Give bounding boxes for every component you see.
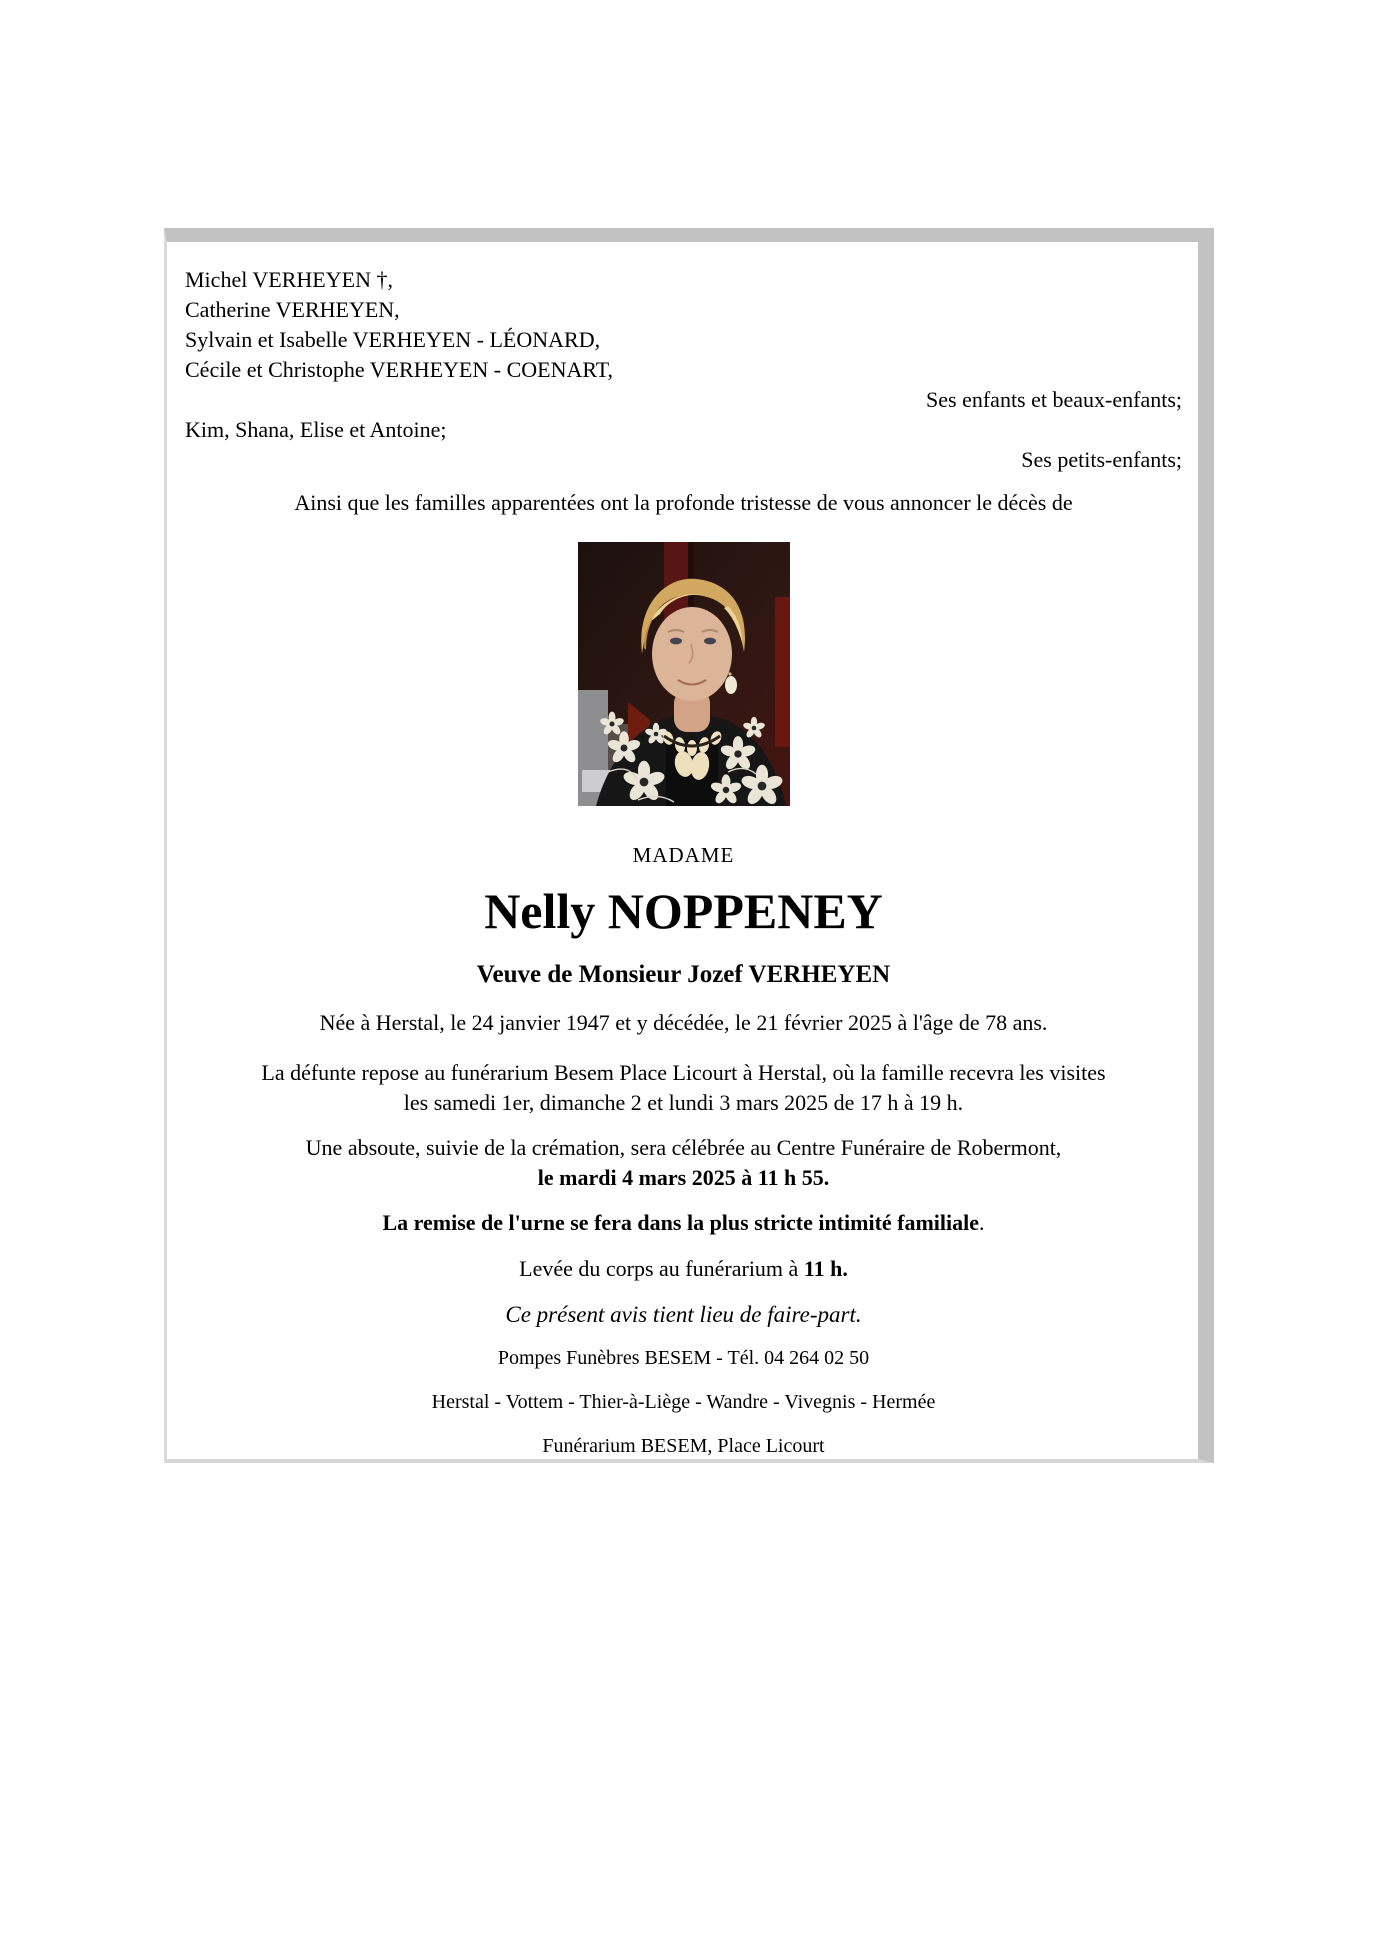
announcement-line: Ainsi que les familles apparentées ont la profonde tristesse de vous annoncer le décès de	[294, 490, 1073, 515]
portrait-photo-illustration	[578, 542, 790, 806]
family-line: Catherine VERHEYEN,	[185, 297, 400, 322]
urn-text: La remise de l'urne se fera dans la plus stricte intimité familiale	[382, 1210, 980, 1235]
notice-line: Ce présent avis tient lieu de faire-part.	[505, 1302, 862, 1327]
locations-line: Herstal - Vottem - Thier-à-Liège - Wandre - Vivegnis - Hermée	[431, 1391, 936, 1413]
widow-line: Veuve de Monsieur Jozef VERHEYEN	[476, 961, 891, 988]
photo-container	[185, 542, 1182, 806]
children-label: Ses enfants et beaux-enfants;	[926, 387, 1182, 412]
obituary-card	[164, 228, 1214, 1463]
visits-line2: les samedi 1er, dimanche 2 et lundi 3 mars 2025 de 17 h à 19 h.	[403, 1090, 964, 1115]
visits-paragraph	[185, 1058, 1182, 1118]
levee-paragraph	[185, 1254, 1182, 1284]
grandchildren-label: Ses petits-enfants;	[1021, 447, 1182, 472]
deceased-name: Nelly NOPPENEY	[484, 883, 883, 939]
urn-paragraph	[185, 1208, 1182, 1238]
levee-prefix: Levée du corps au funérarium à	[519, 1256, 804, 1281]
family-line: Sylvain et Isabelle VERHEYEN - LÉONARD,	[185, 327, 601, 352]
funerarium-line: Funérarium BESEM, Place Licourt	[542, 1435, 825, 1457]
family-line: Cécile et Christophe VERHEYEN - COENART,	[185, 357, 614, 382]
levee-time: 11 h.	[803, 1256, 848, 1281]
visits-line1: La défunte repose au funérarium Besem Place Licourt à Herstal, où la famille recevra les visites	[261, 1060, 1106, 1085]
urn-period: .	[979, 1210, 985, 1235]
grandchildren-names: Kim, Shana, Elise et Antoine;	[185, 417, 447, 442]
ceremony-line1: Une absoute, suivie de la crémation, sera célébrée au Centre Funéraire de Robermont,	[305, 1135, 1062, 1160]
title-madame: MADAME	[632, 843, 735, 867]
ceremony-date-line: le mardi 4 mars 2025 à 11 h 55.	[537, 1165, 830, 1190]
family-line: Michel VERHEYEN †,	[185, 267, 393, 292]
birth-death-line: Née à Herstal, le 24 janvier 1947 et y décédée, le 21 février 2025 à l'âge de 78 ans.	[319, 1010, 1048, 1035]
deceased-portrait	[578, 542, 790, 806]
funeral-home-line: Pompes Funèbres BESEM - Tél. 04 264 02 50	[497, 1347, 870, 1369]
ceremony-paragraph	[185, 1133, 1182, 1193]
